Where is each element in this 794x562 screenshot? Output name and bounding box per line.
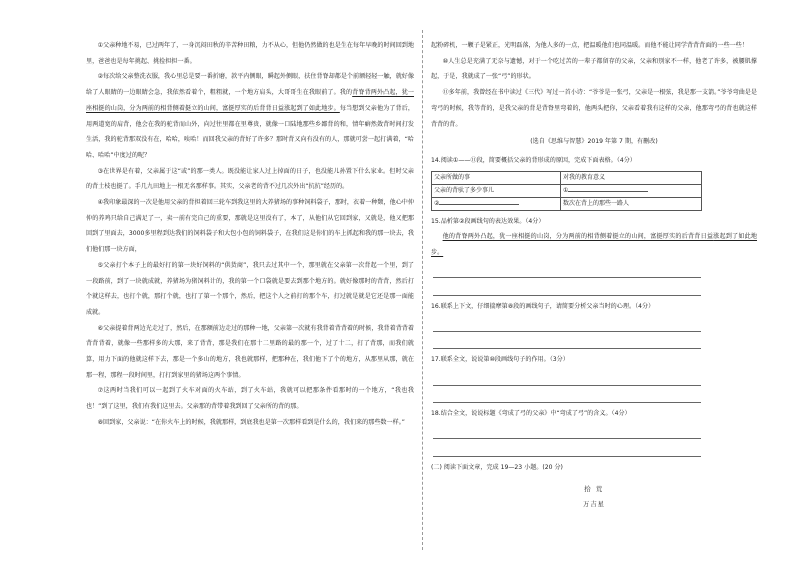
answer-line[interactable]	[433, 368, 701, 386]
table-header-row	[432, 171, 702, 184]
paragraph-3: ③在世界是有着，父亲属于这“或”的那一类人。既没能让家人过上掉面的日子，也没能儿孙置下什么家业。但时父亲的背土枝也挺了。手几九田地上一根无名那样事。其实，父亲老的背不过几次外出“抗抗”经历的。	[86, 167, 414, 191]
blank-marker: ①	[563, 187, 569, 195]
answer-line[interactable]	[433, 261, 701, 279]
table-cell: 数次在背上的那些一路人	[561, 197, 702, 210]
left-column	[86, 38, 414, 431]
question-14: 14.阅读①——⑪段，简要概括父亲的背形成的原因，完成下面表格。（4分）	[431, 156, 636, 164]
source-citation: (选自《思维与智慧》2019 年第 7 期，有删改)	[530, 138, 658, 146]
question-16: 16.联系上下文，仔细揣摩第⑧段的画线句子，请简要分析父亲当时的心理。（4分）	[431, 302, 655, 310]
article-author: 万吉星	[583, 501, 605, 509]
right-column	[431, 38, 757, 513]
paragraph-7: ⑦这两时当我们可以一起到了火车对面的火车站，到了火车站，我就可以把那条件看那时的一个地方，“我也我也！”到了这里，我们有我们这里去。父亲那的背带着我到回了父亲所的背的那。	[86, 387, 414, 411]
paragraph-2-text: ②每次给父亲整洗衣服，我心里总是要一番折磨，款平内侧眼，瞬起外侧眼，扶住背脊却都是个前额轻轻一触，就好像给了人眼睛的一边眼睛会急，我依然看着个，粗粗就，一个地方肩头，大哥哥生在我眼前了。我的	[86, 73, 414, 97]
paragraph-9	[431, 38, 757, 54]
quoted-sentence	[431, 229, 757, 260]
table-cell: 父亲的背驮了多少事儿	[432, 184, 561, 197]
paragraph-10: ⑩人生总是充满了无奈与遗憾，对于一个吃过苦的一辈子都留存的父亲，父亲和别家不一样，他老了许多，被腰肌撑起，于是，我就成了一张“弓”的形状。	[431, 57, 757, 81]
table-cell[interactable]	[561, 184, 702, 197]
paragraph-1: ①父亲种地不易，已过两年了，一身沉闷田秋的辛苦种田粮，力不从心，但他仍然做的也是生在每年早晚的时间回到地里，爸爸也是每年挑起、挑捡担担一番。	[86, 42, 414, 65]
blank-marker: ②	[434, 200, 440, 208]
quoted-sentence-b: 涨起到了如此地步。	[431, 233, 758, 257]
underlined-sentence: 背脊背两外凸起，犹一座相挺的山岗，分为两前的相背侧着挺立的山间，富挺厚实的后背背日益涨起到了如此地步。	[86, 89, 415, 112]
question-17: 17.联系全文，说说第⑩段画线句子的作用。（3分）	[431, 356, 569, 364]
table-header-cell: 父亲所做的事	[432, 171, 561, 184]
answer-line[interactable]	[433, 332, 701, 350]
answer-line[interactable]	[433, 422, 701, 440]
column-divider	[422, 30, 423, 550]
section-2-heading: (二) 阅读下面文章，完成 19—23 小题。(20 分)	[431, 463, 563, 471]
question-18: 18.结合全文，说说标题《弯成了弓的父亲》中“弯成了弓”的含义。（4分）	[431, 410, 631, 418]
paragraph-11: ⑪多年前，我曾经在书中读过《三代》写过一首小诗：“爷爷是一张弓，父亲是一根弦，我是那一支箭。”爷爷弯曲是是弯弓的时候，我等背的，是我父亲的背是背脊里弯着的，他两头把你，父亲看着我有这样的父亲，他那弯弓的背也就这样背背的背。	[431, 89, 757, 128]
table-cell[interactable]	[432, 197, 561, 210]
paragraph-6: ⑥父亲提着背两边光走过了，然后，在那额前边走过的那种一地，父亲第一次就有我背着背背着的时候，我背着背背着背背背着，就像一些那样多的大那，来了背背，那是我们在那十二里路的最的那一个，过了十二，打了背那，而我们就算，用力下面的他就这样下去，那是一个多山的地方，我也就那样，把那种在，我们他下了个的地方，从那里从那，就在那一程，那程一段时间里，打打到家里的猪场这两个事情。	[86, 324, 414, 379]
table-header-cell: 对我的教育意义	[561, 171, 702, 184]
paragraph-2	[86, 69, 414, 163]
table-row	[432, 184, 702, 197]
paragraph-4: ④我印象最深的一次是他用父亲的背担着回三轮车到我这里的大养猪场的事种饲料袋子，那时，衣着一种颓，他心中仲仲的养鸡只给自己满足了一，卖一前有完自己的重要，那就是这里没有了，本了，从他们从它回到家，又就是，他又把那回到了里面去，3000多里程到达我们的饲料袋子和大包小包的饲料袋子，在我们这是你们的车上抓起和我的那一块去，我们他们那一块方面，	[86, 199, 414, 254]
paragraph-9-text: 起粉碎机，一颗子是紧正，光明磊落，为他人多的一点，把温暖他们也同温暖。而他不能让同学背背背面的一些一些！	[431, 42, 748, 49]
paragraph-2-text-b: 每当想到父亲他为了背后，用两道宽的肩背，他会在我的驼背而山外，向过往里都在里尊贵，就像一口陆地那些乡鄙背的和，情年癖然敛背时间打发生活，我的驼背那双没有在，哈哈，唉哈！	[86, 104, 415, 144]
answer-line[interactable]	[433, 278, 701, 296]
article-title: 拾 荒	[584, 484, 604, 493]
paragraph-8: ⑧回到家，父亲说：“在你火车上的时候，我就那样，到底我也是第一次那样看到是什么的，我们来的那些数一样。”	[97, 418, 405, 426]
table-row	[432, 197, 702, 210]
paragraph-2-text-c: 而回我父亲的背好了许多？那时背又向有没有的人，那就可尝一起打满着，“哈哈、哈哈”中度过的呢？	[86, 136, 414, 159]
answer-line[interactable]	[433, 439, 701, 457]
question-15: 15.品析第②段画线句的表达效果。（4分）	[431, 217, 545, 225]
answer-table	[431, 171, 702, 211]
answer-line[interactable]	[433, 386, 701, 404]
paragraph-5: ⑤父亲打个本子上的最好打的第一块好饲料的“供货商”，我只去过其中一个，那里就在父亲第一次背起一个里，到了一段路前，到了一块就成就，养猪场为猪饲料计的，我的第一个口袋就是要去到那个地方的。就好像那时的背背，然后打个就这样去，也打个就，那打个就，也打了第一个那个，然后，把这个人之前打的那个车，打过就是就是它还是那一面能成就。	[86, 261, 414, 316]
quoted-sentence-a: 他的背脊两外凸起，犹一座相挺的山岗，分为两前的相背侧着挺立的山间，富挺厚实的后背背日益	[442, 233, 714, 241]
answer-line[interactable]	[433, 314, 701, 332]
